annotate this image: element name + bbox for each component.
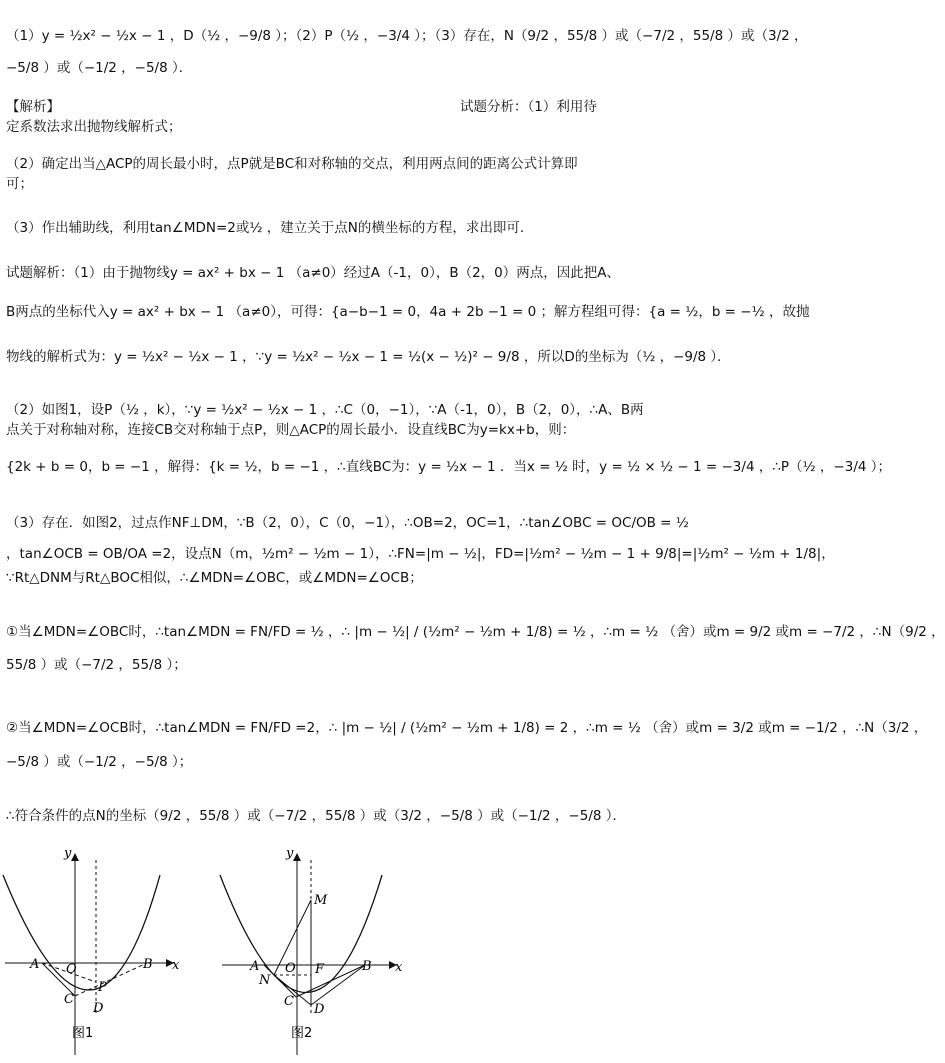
fig2-label-n: N <box>259 973 271 988</box>
case-2-line-1: ②当∠MDN=∠OCB时，∴tan∠MDN = FN/FD =2，∴ |m − ½| / (½m² − ½m + 1/8) = 2 ，∴m = ½ （舍）或m = 3/2 或m = −1/2 ，∴N（3/2 ， <box>6 720 928 736</box>
solution-1-line-3: 物线的解析式为：y = ½x² − ½x − 1 ，∵y = ½x² − ½x − 1 = ½(x − ½)² − 9/8 ，所以D的坐标为（½ ，−9/8 ）． <box>6 349 731 365</box>
fig1-label-o: O <box>66 962 77 977</box>
fig2-caption: 图2 <box>291 1026 313 1041</box>
analysis-point-2-line-1: （2）确定出当△ACP的周长最小时，点P就是BC和对称轴的交点，利用两点间的距离公式计算即 <box>6 156 578 172</box>
case-1-line-2: 55/8 ）或（−7/2 ，55/8 ）； <box>6 657 187 673</box>
fig1-label-y: y <box>64 846 72 861</box>
case-2-line-2: −5/8 ）或（−1/2 ，−5/8 ）； <box>6 754 193 770</box>
analysis-heading: 【解析】 <box>6 99 60 115</box>
fig2-label-d: D <box>314 1002 325 1017</box>
solution-3-line-1: （3）存在．如图2，过点作NF⊥DM，∵B（2，0），C（0，−1），∴OB=2，OC=1，∴tan∠OBC = OC/OB = ½ <box>6 515 689 531</box>
fig2-label-b: B <box>362 959 372 974</box>
fig2-label-m: M <box>314 893 328 908</box>
solution-1-line-1: 试题解析：（1）由于抛物线y = ax² + bx − 1 （a≠0）经过A（-1，0），B（2，0）两点，因此把A、 <box>6 265 621 281</box>
answer-line-1: （1）y = ½x² − ½x − 1 ，D（½ ，−9/8 ）；（2）P（½ ，−3/4 ）；（3）存在，N（9/2 ，55/8 ）或（−7/2 ，55/8 ）或（3/2 ， <box>6 28 808 44</box>
fig2-label-y: y <box>286 846 294 861</box>
fig2-label-o: O <box>285 961 296 976</box>
solution-2-line-2: 点关于对称轴对称，连接CB交对称轴于点P，则△ACP的周长最小．设直线BC为y=kx+b，则： <box>6 422 576 438</box>
solution-3-line-2: ，tan∠OCB = OB/OA =2，设点N（m，½m² − ½m − 1），∴FN=|m − ½|，FD=|½m² − ½m − 1 + 9/8|=|½m² − ½m + 1/8|， <box>6 546 835 562</box>
analysis-intro: 试题分析：（1）利用待 <box>460 99 597 115</box>
fig2-line-cb <box>296 965 365 997</box>
fig1-label-p: P <box>98 980 107 995</box>
analysis-point-2-line-2: 可； <box>6 176 33 192</box>
answer-line-2: −5/8 ）或（−1/2 ，−5/8 ）． <box>6 60 193 76</box>
fig2-label-c: C <box>284 994 294 1009</box>
analysis-point-3: （3）作出辅助线，利用tan∠MDN=2或½ ，建立关于点N的横坐标的方程，求出即可． <box>6 220 534 236</box>
solution-2-line-3: {2k + b = 0，b = −1 ，解得：{k = ½，b = −1 ，∴直线BC为：y = ½x − 1 ．当x = ½ 时，y = ½ × ½ − 1 = −3/4 ，∴P（½ ，−3/4 ）； <box>6 459 892 475</box>
fig1-label-c: C <box>64 992 74 1007</box>
fig2-label-a: A <box>250 959 260 974</box>
solution-2-line-1: （2）如图1，设P（½ ，k），∵y = ½x² − ½x − 1 ，∴C（0，−1），∵A（-1，0），B（2，0），∴A、B两 <box>6 402 644 418</box>
case-1-line-1: ①当∠MDN=∠OBC时，∴tan∠MDN = FN/FD = ½ ，∴ |m − ½| / (½m² − ½m + 1/8) = ½ ，∴m = ½ （舍）或m = 9/2 或m = −7/2 ，∴N（9/2 ， <box>6 624 945 640</box>
fig1-label-d: D <box>93 1001 104 1016</box>
fig1-label-b: B <box>143 957 153 972</box>
fig1-caption: 图1 <box>72 1026 94 1041</box>
solution-1-line-2: B两点的坐标代入y = ax² + bx − 1 （a≠0），可得：{a−b−1 = 0，4a + 2b −1 = 0 ；解方程组可得：{a = ½，b = −½ ，故抛 <box>6 304 810 320</box>
analysis-intro-cont: 定系数法求出抛物线解析式； <box>6 119 182 135</box>
fig1-parabola <box>3 875 160 990</box>
fig1-label-a: A <box>30 957 40 972</box>
solution-3-line-3: ∵Rt△DNM与Rt△BOC相似，∴∠MDN=∠OBC，或∠MDN=∠OCB； <box>6 570 423 586</box>
fig2-label-f: F <box>315 962 325 977</box>
final-answer: ∴符合条件的点N的坐标（9/2 ，55/8 ）或（−7/2 ，55/8 ）或（3/2 ，−5/8 ）或（−1/2 ，−5/8 ）． <box>6 808 627 824</box>
figure-2 <box>212 845 412 1060</box>
fig2-label-x: x <box>395 960 403 975</box>
figure-1 <box>0 845 190 1060</box>
fig1-label-x: x <box>172 958 180 973</box>
